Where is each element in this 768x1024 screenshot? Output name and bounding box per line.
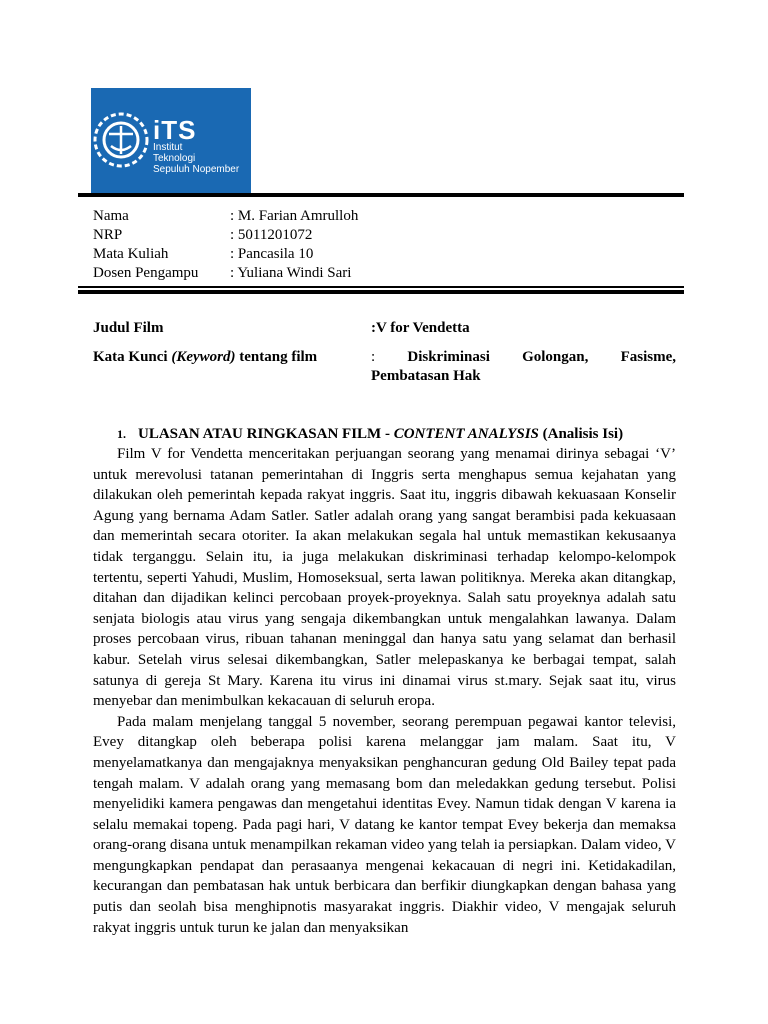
section-number: 1.: [117, 427, 126, 441]
paragraph: Film V for Vendetta menceritakan perjuangan seorang yang menamai dirinya sebagai ‘V’ untuk merevolusi tatanan pemerintahan di Inggris serta menghapus semua kejahatan yang dilakukan oleh pemerintah kepada rakyat inggris. Saat itu, inggris dibawah kekuasaan Konselir Agung yang bernama Adam Satler. Satler adalah orang yang sangat berambisi pada kekuasaan dan memerintah secara otoriter. Ia akan melakukan segala hal untuk memastikan kekusaanya tidak terganggu. Selain itu, ia juga melakukan diskriminasi terhadap kelompo-kelompok tertentu, seperti Yahudi, Muslim, Homoseksual, serta lawan politiknya. Mereka akan ditangkap, ditahan dan dijadikan kelinci percobaan proyek-proyeknya. Salah satu proyeknya adalah satu senjata biologis atau virus yang sengaja dikembangkan untuk mengalahkan lawanya. Dalam proses percobaan virus, ribuan tahanan meninggal dan hanya satu yang selamat dan berhasil kabur. Setelah virus selesai dikembangkan, Satler melepaskanya ke berbagai tempat, salah satunya di gereja St Mary. Karena itu virus ini dinamai virus st.mary. Sejak saat itu, virus menyebar dan menimbulkan kekacauan di seluruh eropa.: [93, 446, 676, 710]
section-title-main: ULASAN ATAU RINGKASAN FILM -: [138, 426, 394, 442]
info-label: Mata Kuliah: [93, 246, 169, 262]
its-logo: [91, 88, 251, 194]
keyword-label-pre: Kata Kunci: [93, 349, 172, 365]
header-rule-top: [78, 193, 684, 197]
info-rule-thin: [78, 286, 684, 288]
section-title-tail: (Analisis Isi): [538, 426, 624, 442]
info-label: Nama: [93, 208, 129, 224]
keyword-line-1: [371, 349, 676, 366]
logo-brand: iTS: [153, 115, 197, 145]
info-value: : Yuliana Windi Sari: [230, 265, 352, 281]
info-row-dosen: [93, 264, 358, 283]
keyword-value: [371, 349, 676, 385]
info-row-nama: [93, 207, 358, 226]
paragraph: Pada malam menjelang tanggal 5 november, seorang perempuan pegawai kantor televisi, Evey ditangkap oleh beberapa polisi karena melanggar jam malam. Saat itu, V menyelamatkanya dan mengajaknya menyaksikan penghancuran gedung Old Bailey tepat pada tengah malam. V adalah orang yang memasang bom dan meledakkan gedung tersebut. Polisi menyelidiki kamera pengawas dan mengetahui identitas Evey. Namun tidak dengan V karena ia selalu memakai topeng. Pada pagi hari, V datang ke kantor tempat Evey bekerja dan memaksa orang-orang disana untuk menampilkan rekaman video yang telah ia persiapkan. Dalam video, V mengungkapkan pendapat dan perasaanya mengenai kekacauan di negri ini. Ketidakadilan, kecurangan dan pembatasan hak untuk berbicara dan berfikir diungkapkan dengan bahasa yang putis dan seolah bisa menghipnotis masyarakat inggris. Diakhir video, V mengajak seluruh rakyat inggris untuk turun ke jalan dan menyaksikan: [93, 713, 676, 936]
keyword-label-italic: (Keyword): [171, 349, 236, 365]
film-title-label: Judul Film: [93, 320, 164, 336]
info-label: NRP: [93, 227, 123, 243]
logo-line-2: Teknologi: [153, 153, 196, 164]
film-title-value: :V for Vendetta: [371, 320, 470, 336]
keyword-word: Diskriminasi: [407, 349, 490, 365]
info-value: : M. Farian Amrulloh: [230, 208, 359, 224]
student-info: [93, 207, 358, 283]
info-value: : 5011201072: [230, 227, 313, 243]
section-heading: [117, 426, 623, 443]
body-text: [93, 444, 676, 938]
info-row-mata-kuliah: [93, 245, 358, 264]
keyword-colon: :: [371, 349, 376, 365]
info-rule-thick: [78, 290, 684, 294]
keyword-word: Golongan,: [522, 349, 589, 365]
keyword-label: [93, 349, 317, 366]
keyword-line-2: Pembatasan Hak: [371, 368, 481, 384]
info-label: Dosen Pengampu: [93, 265, 199, 281]
keyword-word: Fasisme,: [620, 349, 676, 365]
info-value: : Pancasila 10: [230, 246, 314, 262]
logo-line-1: Institut: [153, 142, 183, 153]
info-row-nrp: [93, 226, 358, 245]
logo-line-3: Sepuluh Nopember: [153, 164, 240, 175]
section-title-italic: CONTENT ANALYSIS: [393, 426, 539, 442]
keyword-label-post: tentang film: [235, 349, 318, 365]
